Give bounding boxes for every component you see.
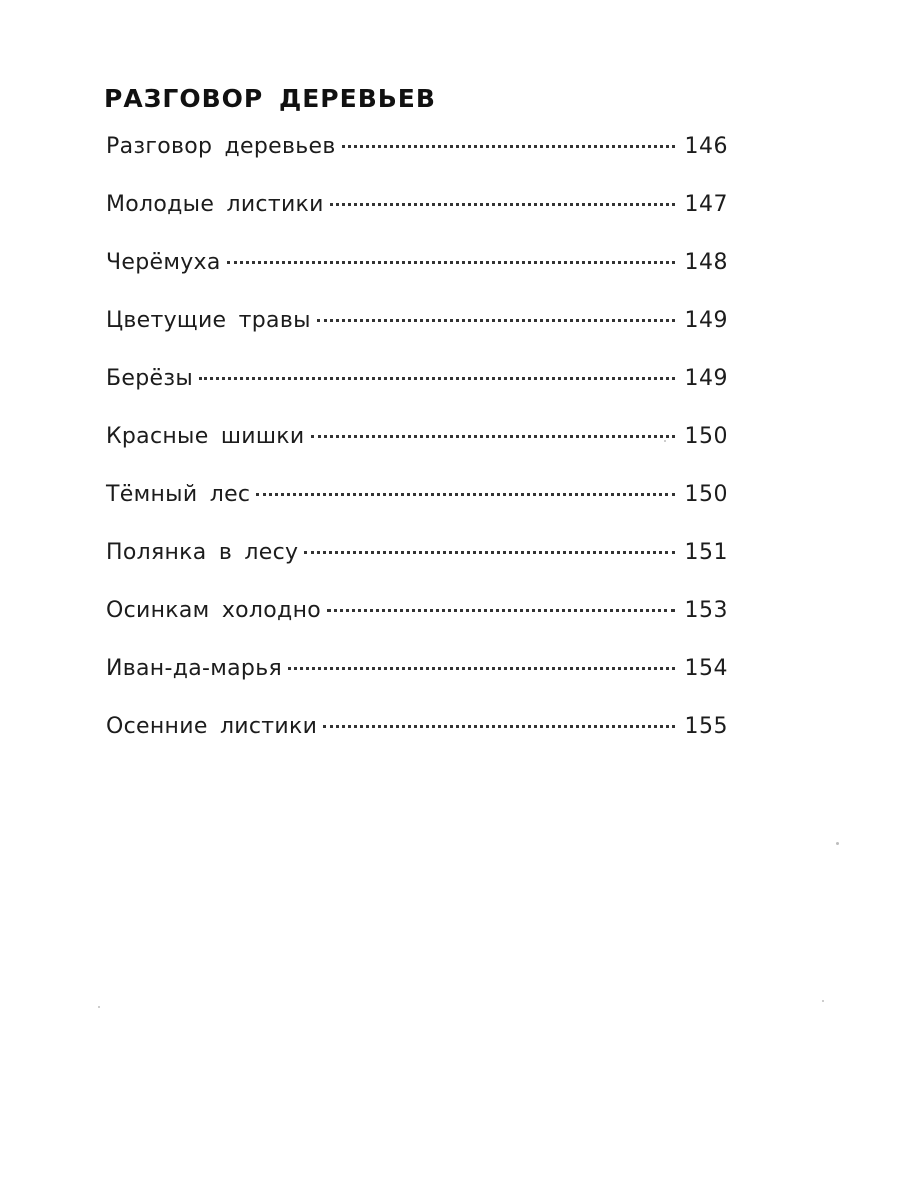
toc-entry-title: Тёмный лес bbox=[106, 482, 251, 507]
toc-entry-title: Полянка в лесу bbox=[106, 540, 299, 565]
toc-entry-page: 150 bbox=[684, 482, 728, 507]
dot-leader bbox=[323, 725, 674, 728]
toc-entry-title: Черёмуха bbox=[106, 250, 221, 275]
dot-leader bbox=[327, 609, 674, 612]
toc-entry-page: 147 bbox=[684, 192, 728, 217]
paper-speck bbox=[664, 440, 666, 442]
toc-entry-page: 150 bbox=[684, 424, 728, 449]
toc-entry-page: 151 bbox=[684, 540, 728, 565]
toc-entry-title: Разговор деревьев bbox=[106, 134, 336, 159]
paper-speck bbox=[822, 1000, 824, 1002]
toc-entry[interactable] bbox=[106, 192, 728, 250]
dot-leader bbox=[342, 145, 675, 148]
paper-speck bbox=[836, 842, 839, 845]
toc-entry[interactable] bbox=[106, 482, 728, 540]
dot-leader bbox=[330, 203, 675, 206]
section-title: РАЗГОВОР ДЕРЕВЬЕВ bbox=[104, 84, 436, 113]
toc-entry-title: Молодые листики bbox=[106, 192, 324, 217]
toc-entry-page: 153 bbox=[684, 598, 728, 623]
toc-entry[interactable] bbox=[106, 714, 728, 772]
toc-entry-title: Осинкам холодно bbox=[106, 598, 322, 623]
toc-entry-title: Цветущие травы bbox=[106, 308, 311, 333]
toc-entry-title: Осенние листики bbox=[106, 714, 318, 739]
toc-entry-title: Иван-да-марья bbox=[106, 656, 283, 681]
toc-entry[interactable] bbox=[106, 308, 728, 366]
toc-entry[interactable] bbox=[106, 540, 728, 598]
toc-entry-page: 149 bbox=[684, 366, 728, 391]
paper-speck bbox=[98, 1006, 100, 1008]
dot-leader bbox=[311, 435, 675, 438]
table-of-contents bbox=[106, 134, 728, 772]
toc-entry-title: Берёзы bbox=[106, 366, 193, 391]
toc-entry[interactable] bbox=[106, 424, 728, 482]
dot-leader bbox=[304, 551, 674, 554]
toc-entry-page: 148 bbox=[684, 250, 728, 275]
dot-leader bbox=[227, 261, 675, 264]
toc-entry[interactable] bbox=[106, 250, 728, 308]
toc-entry[interactable] bbox=[106, 656, 728, 714]
dot-leader bbox=[317, 319, 675, 322]
dot-leader bbox=[288, 667, 674, 670]
toc-entry-page: 149 bbox=[684, 308, 728, 333]
toc-entry-page: 155 bbox=[684, 714, 728, 739]
toc-entry[interactable] bbox=[106, 134, 728, 192]
toc-entry[interactable] bbox=[106, 366, 728, 424]
toc-entry[interactable] bbox=[106, 598, 728, 656]
dot-leader bbox=[199, 377, 675, 380]
dot-leader bbox=[256, 493, 674, 496]
toc-entry-page: 154 bbox=[684, 656, 728, 681]
toc-entry-page: 146 bbox=[684, 134, 728, 159]
toc-entry-title: Красные шишки bbox=[106, 424, 305, 449]
